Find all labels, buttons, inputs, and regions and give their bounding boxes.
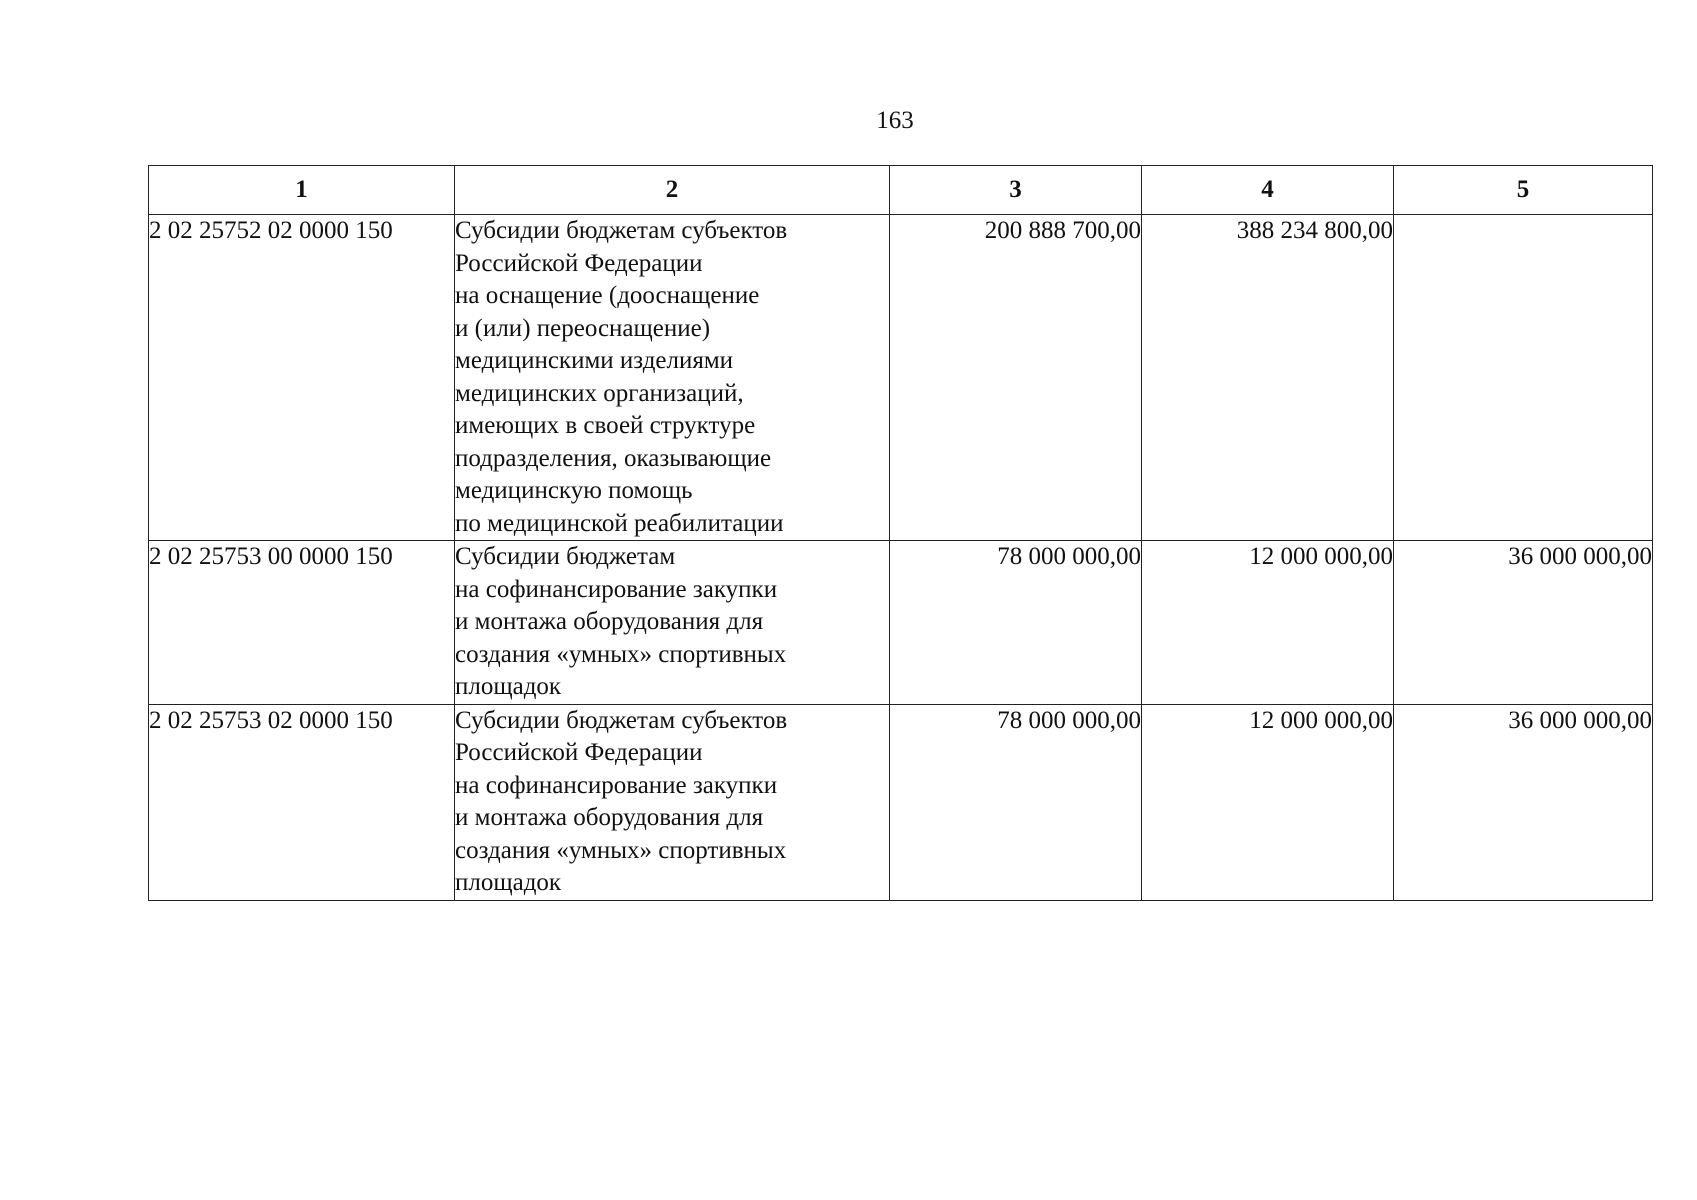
income-name <box>455 704 890 900</box>
name-line: по медицинской реабилитации <box>455 509 784 537</box>
income-name <box>455 215 890 541</box>
amount-col-3: 200 888 700,00 <box>890 215 1142 541</box>
name-line: на оснащение (дооснащение <box>455 282 760 309</box>
budget-code: 2 02 25753 02 0000 150 <box>149 704 455 900</box>
header-col-2: 2 <box>455 166 890 215</box>
header-row <box>149 166 1653 215</box>
name-line: имеющих в своей структуре <box>455 412 756 439</box>
amount-col-4: 12 000 000,00 <box>1142 541 1394 705</box>
header-col-1: 1 <box>149 166 455 215</box>
header-col-5: 5 <box>1394 166 1653 215</box>
header-col-3: 3 <box>890 166 1142 215</box>
name-line: Субсидии бюджетам субъектов <box>455 706 788 734</box>
name-line: Субсидии бюджетам субъектов <box>455 217 788 244</box>
amount-col-5: 36 000 000,00 <box>1394 704 1653 900</box>
name-line: площадок <box>455 673 562 700</box>
name-line: медицинскими изделиями <box>455 347 734 374</box>
name-line: и (или) переоснащение) <box>455 314 711 342</box>
name-line: Российской Федерации <box>455 739 703 766</box>
name-line: на софинансирование закупки <box>455 575 778 603</box>
name-line: и монтажа оборудования для <box>455 804 764 831</box>
name-line: медицинскую помощь <box>455 477 693 504</box>
amount-col-5 <box>1394 215 1653 541</box>
amount-col-5: 36 000 000,00 <box>1394 541 1653 705</box>
name-line: на софинансирование закупки <box>455 771 778 799</box>
table-row <box>149 704 1653 900</box>
amount-col-4: 388 234 800,00 <box>1142 215 1394 541</box>
name-line: медицинских организаций, <box>455 379 744 407</box>
name-line: создания «умных» спортивных <box>455 640 787 668</box>
amount-col-3: 78 000 000,00 <box>890 541 1142 705</box>
budget-code: 2 02 25752 02 0000 150 <box>149 215 455 541</box>
amount-col-4: 12 000 000,00 <box>1142 704 1394 900</box>
income-name <box>455 541 890 705</box>
page-number: 163 <box>876 107 914 134</box>
header-col-4: 4 <box>1142 166 1394 215</box>
table-row <box>149 541 1653 705</box>
amount-col-3: 78 000 000,00 <box>890 704 1142 900</box>
name-line: Российской Федерации <box>455 249 703 277</box>
name-line: создания «умных» спортивных <box>455 836 787 864</box>
budget-code: 2 02 25753 00 0000 150 <box>149 541 455 705</box>
name-line: подразделения, оказывающие <box>455 444 772 472</box>
name-line: и монтажа оборудования для <box>455 608 764 635</box>
name-line: площадок <box>455 869 562 896</box>
budget-table <box>148 165 1653 901</box>
name-line: Субсидии бюджетам <box>455 543 676 570</box>
table-row <box>149 215 1653 541</box>
